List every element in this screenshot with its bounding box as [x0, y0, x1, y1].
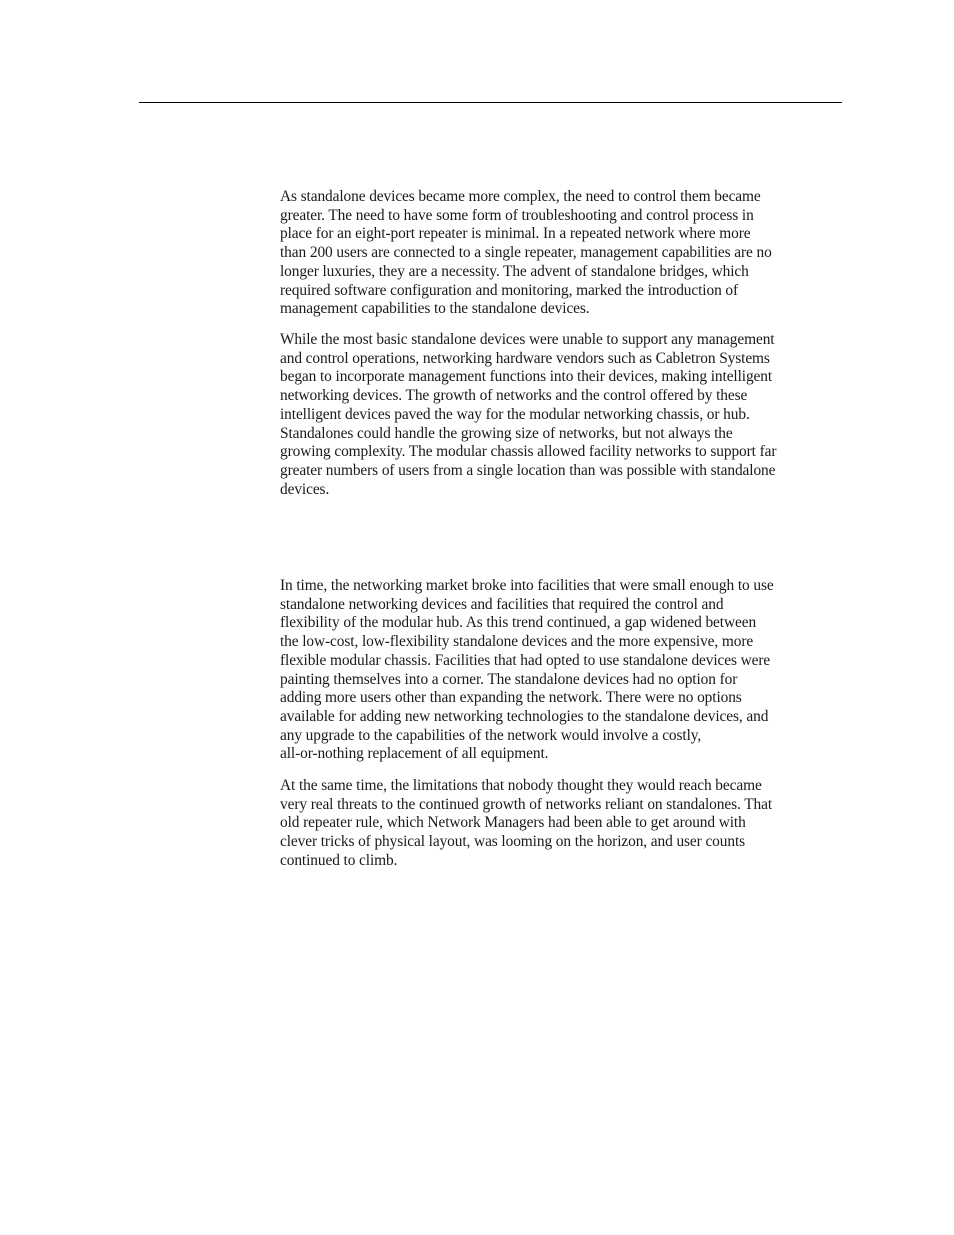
text-line: the low-cost, low-flexibility standalone devices and the more expensive, more — [280, 633, 754, 651]
text-line: painting themselves into a corner. The standalone devices had no option for — [280, 670, 738, 688]
text-line: Standalones could handle the growing size of networks, but not always the — [280, 424, 733, 442]
text-line: required software configuration and monitoring, marked the introduction of — [280, 281, 739, 299]
text-line: available for adding new networking technologies to the standalone devices, and — [280, 707, 769, 725]
text-line: continued to climb. — [280, 851, 398, 869]
text-line: than 200 users are connected to a single repeater, management capabilities are no — [280, 244, 772, 262]
text-line: place for an eight-port repeater is minimal. In a repeated network where more — [280, 225, 751, 243]
text-line: old repeater rule, which Network Managers had been able to get around with — [280, 814, 746, 832]
header-rule — [139, 102, 842, 103]
text-line: clever tricks of physical layout, was looming on the horizon, and user counts — [280, 833, 746, 851]
text-line: devices. — [280, 480, 330, 498]
text-line: flexibility of the modular hub. As this trend continued, a gap widened between — [280, 614, 757, 632]
text-line: and control operations, networking hardware vendors such as Cabletron Systems — [280, 349, 770, 367]
text-line: all-or-nothing replacement of all equipment. — [280, 745, 549, 763]
text-line: longer luxuries, they are a necessity. The advent of standalone bridges, which — [280, 262, 749, 280]
text-line: greater. The need to have some form of troubleshooting and control process in — [280, 206, 754, 224]
text-line: While the most basic standalone devices were unable to support any management — [280, 331, 775, 348]
body-paragraph-4 — [280, 777, 842, 871]
body-paragraph-3 — [280, 577, 842, 764]
text-line: began to incorporate management functions into their devices, making intelligent — [280, 368, 773, 386]
body-paragraph-2 — [280, 331, 842, 499]
text-line: intelligent devices paved the way for the modular networking chassis, or hub. — [280, 405, 750, 423]
text-line: management capabilities to the standalone devices. — [280, 300, 590, 318]
text-line: As standalone devices became more complex, the need to control them became — [280, 188, 761, 205]
text-line: At the same time, the limitations that nobody thought they would reach became — [280, 777, 762, 794]
text-line: adding more users other than expanding the network. There were no options — [280, 689, 742, 707]
text-line: greater numbers of users from a single location than was possible with standalone — [280, 461, 776, 479]
text-line: growing complexity. The modular chassis allowed facility networks to support far — [280, 443, 777, 461]
text-line: very real threats to the continued growth of networks reliant on standalones. That — [280, 795, 772, 813]
text-line: networking devices. The growth of networks and the control offered by these — [280, 387, 748, 405]
body-paragraph-1 — [280, 188, 842, 319]
text-line: flexible modular chassis. Facilities that had opted to use standalone devices were — [280, 651, 771, 669]
text-line: In time, the networking market broke into facilities that were small enough to use — [280, 577, 774, 594]
text-line: standalone networking devices and facilities that required the control and — [280, 595, 724, 613]
text-line: any upgrade to the capabilities of the network would involve a costly, — [280, 726, 702, 744]
